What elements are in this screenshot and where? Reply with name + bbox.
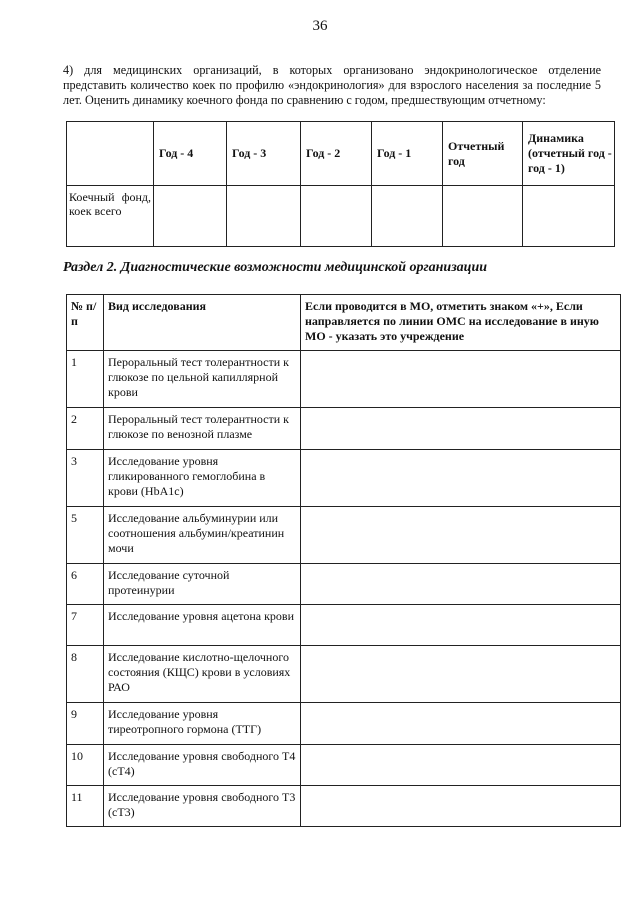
table-row [67, 786, 621, 827]
row-number: 10 [67, 745, 104, 786]
row-number: 1 [67, 351, 104, 408]
bed-table-header-dynamics: Динамика (отчетный год - год - 1) [523, 122, 615, 186]
row-number: 9 [67, 703, 104, 745]
row-number: 2 [67, 408, 104, 450]
intro-paragraph: 4) для медицинских организаций, в которых организовано эндокринологическое отделение представить количество коек по профилю «эндокринология» для взрослого населения за последние 5 лет. Оценить динамику коечного фонда по сравнению с годом, предшествующим отчетному: [63, 63, 601, 107]
bed-fund-table [66, 121, 615, 247]
diag-header-note: Если проводится в МО, отметить знаком «+», Если направляется по линии ОМС на исследование в иную МО - указать это учреждение [301, 295, 621, 351]
diagnostics-table [66, 294, 621, 827]
table-row [67, 646, 621, 703]
row-answer-cell[interactable] [301, 745, 621, 786]
row-answer-cell[interactable] [301, 605, 621, 646]
bed-table-header-year-1: Год - 1 [372, 122, 443, 186]
bed-table-cell[interactable] [443, 186, 523, 247]
bed-table-header-report-year: Отчетный год [443, 122, 523, 186]
row-number: 8 [67, 646, 104, 703]
table-row [67, 745, 621, 786]
bed-table-cell[interactable] [372, 186, 443, 247]
row-study-name: Исследование кислотно-щелочного состояния (КЩС) крови в условиях РАО [104, 646, 301, 703]
bed-table-header-row [67, 122, 615, 186]
bed-table-header-year-2: Год - 2 [301, 122, 372, 186]
row-number: 7 [67, 605, 104, 646]
row-study-name: Пероральный тест толерантности к глюкозе по цельной капиллярной крови [104, 351, 301, 408]
row-answer-cell[interactable] [301, 507, 621, 564]
diag-header-type: Вид исследования [104, 295, 301, 351]
row-study-name: Исследование суточной протеинурии [104, 564, 301, 605]
row-answer-cell[interactable] [301, 351, 621, 408]
bed-table-header-year-3: Год - 3 [227, 122, 301, 186]
table-row [67, 408, 621, 450]
table-row [67, 703, 621, 745]
bed-table-cell[interactable] [301, 186, 372, 247]
table-row [67, 450, 621, 507]
row-answer-cell[interactable] [301, 450, 621, 507]
bed-table-row [67, 186, 615, 247]
diag-header-num: № п/п [67, 295, 104, 351]
row-study-name: Исследование альбуминурии или соотношения альбумин/креатинин мочи [104, 507, 301, 564]
table-row [67, 351, 621, 408]
section-title: Раздел 2. Диагностические возможности медицинской организации [63, 260, 488, 275]
table-row [67, 605, 621, 646]
row-study-name: Исследование уровня гликированного гемоглобина в крови (HbA1c) [104, 450, 301, 507]
row-answer-cell[interactable] [301, 703, 621, 745]
row-answer-cell[interactable] [301, 646, 621, 703]
row-answer-cell[interactable] [301, 564, 621, 605]
row-number: 5 [67, 507, 104, 564]
row-number: 3 [67, 450, 104, 507]
row-study-name: Исследование уровня тиреотропного гормона (ТТГ) [104, 703, 301, 745]
bed-table-cell[interactable] [227, 186, 301, 247]
bed-table-header-year-4: Год - 4 [154, 122, 227, 186]
row-number: 11 [67, 786, 104, 827]
bed-table-cell[interactable] [154, 186, 227, 247]
row-answer-cell[interactable] [301, 786, 621, 827]
row-study-name: Исследование уровня свободного Т4 (сТ4) [104, 745, 301, 786]
bed-table-cell[interactable] [523, 186, 615, 247]
row-study-name: Исследование уровня свободного Т3 (сТ3) [104, 786, 301, 827]
page-number: 36 [312, 18, 328, 34]
row-answer-cell[interactable] [301, 408, 621, 450]
row-study-name: Исследование уровня ацетона крови [104, 605, 301, 646]
table-row [67, 564, 621, 605]
diag-table-header-row [67, 295, 621, 351]
table-row [67, 507, 621, 564]
bed-table-row-label: Коечный фонд, коек всего [67, 186, 154, 247]
bed-table-header-empty [67, 122, 154, 186]
row-number: 6 [67, 564, 104, 605]
row-study-name: Пероральный тест толерантности к глюкозе по венозной плазме [104, 408, 301, 450]
